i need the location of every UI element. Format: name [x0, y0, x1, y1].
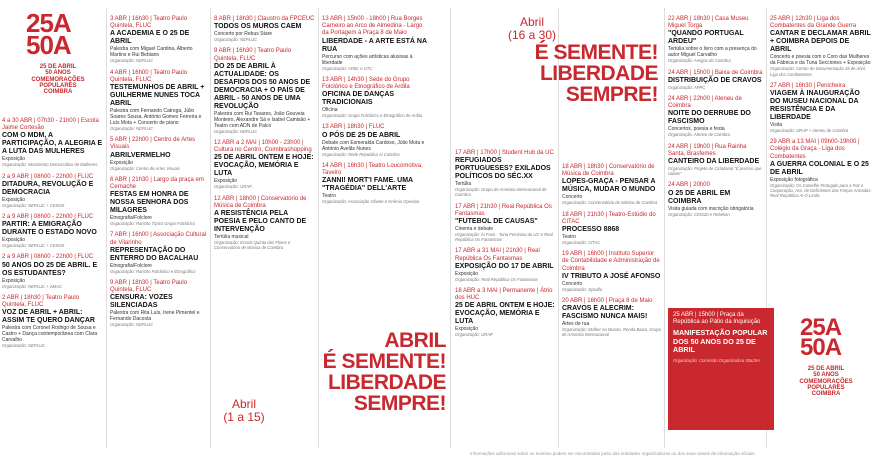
event-date: 18 ABR a 3 MAI | Permanente | Átrio dos HUC	[455, 288, 553, 302]
event-entry	[455, 204, 555, 243]
event-title: PARTIR: A EMIGRAÇÃO DURANTE O ESTADO NOVO	[2, 221, 97, 237]
event-date: 14 ABR | 16h30 | Teatro Loucomotiva, Taveiro	[322, 162, 423, 177]
event-date: 13 ABR | 14h30 | Sede do Grupo Folclórico e Etnográfico de Ardila	[322, 76, 410, 91]
event-subtitle: Etnografia/Folclore	[110, 215, 152, 222]
period-label-2: Abril (16 a 30)	[507, 15, 557, 43]
event-entry	[2, 214, 104, 248]
event-subtitle: Exposição	[2, 277, 26, 284]
event-organizer: Organização: Comissão Organizadora 50a25A	[673, 357, 760, 363]
event-subtitle: Concerto por Rebus Stare	[214, 31, 273, 38]
event-date: 2 a 9 ABR | 08h00 - 22h00 | FLUC	[2, 173, 94, 180]
event-title: CRAVOS E ALECRIM: FASCISMO NUNCA MAIS!	[562, 305, 648, 321]
event-title: DISTRIBUIÇÃO DE CRAVOS	[668, 76, 762, 84]
slogan-abril-2: É SEMENTE! LIBERDADE SEMPRE!	[534, 41, 658, 106]
event-organizer: Organização: URAP	[214, 184, 252, 190]
event-organizer: Organização: Centro de Artes Visuais	[110, 165, 180, 171]
event-organizer: Organização: URAP + Ateneu de Coimbra	[770, 128, 849, 134]
column-separator	[664, 8, 665, 448]
event-subtitle: Exposição	[214, 178, 238, 185]
event-subtitle: Concertos, poesia e festa	[668, 126, 725, 133]
event-entry	[770, 139, 872, 198]
event-subtitle: Concerto e poesia com o Coro das Mulheres da Fábrica e da Tuna Secciones + Exposição	[770, 54, 871, 67]
event-entry	[110, 16, 208, 64]
event-entry	[455, 288, 555, 338]
event-entry	[322, 77, 428, 119]
event-entry	[110, 70, 208, 132]
event-organizer: Organização: NEPLUC	[2, 343, 46, 349]
event-subtitle: Concerto	[562, 280, 583, 287]
events-column-7	[668, 10, 764, 223]
event-date: 24 ABR | 22h00 | Ateneu de Coimbra	[668, 96, 742, 110]
column-separator	[210, 8, 211, 448]
event-title: CANTEIRO DA LIBERDADE	[668, 158, 760, 166]
event-organizer: Organização: CITAC	[562, 240, 601, 246]
event-title: A ACADEMIA E O 25 DE ABRIL	[110, 30, 190, 46]
event-title: O 25 DE ABRIL EM COIMBRA	[668, 189, 731, 205]
event-date: 12 ABR a 2 MAI | 10h00 - 23h00 | Cultura no Centro, Coimbrashopping	[214, 140, 312, 154]
event-entry	[455, 248, 555, 282]
event-organizer: Organização: Os Camelhe Portugalo para a Paz e Cooperação, Ass. de Deficientes das Forças Armadas, Real República Ai-Ó-Linda	[770, 182, 872, 199]
event-organizer: Organização: Centro de Documentação 25 de Abril, Liga dos Combatentes	[770, 66, 866, 77]
column-separator	[106, 8, 107, 448]
event-organizer: Organização: Rancho Típico Grupo Folclórico	[110, 221, 195, 227]
event-entry	[322, 163, 428, 205]
event-entry	[668, 182, 764, 216]
event-date: 2 ABR | 18h30 | Teatro Paulo Quintela, FLUC	[2, 294, 80, 309]
event-title: DITADURA, REVOLUÇÃO E DEMOCRACIA	[2, 180, 94, 196]
event-entry	[668, 96, 764, 138]
event-subtitle: Exposição	[2, 196, 26, 203]
event-organizer: Organização: NEPLUC + CEIS20	[2, 202, 65, 208]
event-subtitle: Exposição	[455, 270, 479, 277]
event-title: 25 DE ABRIL ONTEM E HOJE: EVOCAÇÃO, MEMÓRIA E LUTA	[214, 154, 314, 178]
event-date: 18 ABR | 21h30 | Teatro-Estúdio do CITAC	[562, 211, 656, 225]
event-title: CENSURA: VOZES SILENCIADAS	[110, 294, 173, 310]
event-entry	[322, 124, 428, 156]
event-organizer: Organização: Movimento Democrático de Mulheres	[2, 162, 98, 168]
event-date: 29 ABR a 13 MAI | 09h00-19h00 | Colégio da Graça - Liga dos Combatentes	[770, 139, 860, 160]
event-title: FESTAS EM HONRA DE NOSSA SENHORA DOS MILAGRES	[110, 191, 189, 215]
event-entry	[214, 140, 316, 190]
event-title: REFUGIADOS PORTUGUESES? EXILADOS POLÍTICOS DO SÉC.XX	[455, 157, 551, 181]
event-title: IV TRIBUTO A JOSÉ AFONSO	[562, 272, 661, 280]
event-organizer: Organização: NEPLUC	[214, 37, 258, 43]
event-subtitle: Etnografia/Folclore	[110, 262, 152, 269]
event-title: 25 DE ABRIL ONTEM E HOJE: EVOCAÇÃO, MEMÓRIA E LUTA	[455, 302, 555, 326]
event-organizer: Organização: Grupo de Amnistia Internacional de Coimbra	[455, 187, 547, 198]
event-title: LOPES-GRAÇA - PENSAR A MÚSICA, MUDAR O MUNDO	[562, 178, 656, 194]
event-date: 4 a 30 ABR | 07h30 - 21h00 | Escola Jaime Cortesão	[2, 118, 99, 132]
event-title: "FUTEBOL DE CAUSAS"	[455, 218, 538, 226]
event-organizer: Organização: Rancho Folclórico e Etnográfico	[110, 268, 196, 274]
event-date: 20 ABR | 16h00 | Praça 8 de Maio	[562, 298, 653, 305]
event-date: 6 ABR | 21h30 | Largo da praça em Cernache	[110, 176, 204, 191]
logo-caption-bottom: 25 DE ABRIL 50 ANOS COMEMORAÇÕES POPULARES COIMBRA	[799, 366, 853, 398]
event-title: CANTAR E DECLAMAR ABRIL + COIMBRA DEPOIS DE ABRIL	[770, 30, 871, 54]
event-subtitle: Exposição	[2, 156, 26, 163]
event-organizer: Organização: NEPLUC + CEIS20	[2, 243, 65, 249]
event-entry	[770, 16, 872, 77]
events-column-5	[455, 150, 555, 344]
event-organizer: Organização: Escola Quinta das Flores e Conservatório de Música de Coimbra	[214, 240, 291, 251]
event-entry	[562, 212, 662, 246]
event-organizer: Organização: CEIS20 e Rebelion	[668, 211, 730, 217]
event-entry	[2, 254, 104, 288]
event-title: ZANNI! MORT'I FAME. UMA "TRAGÉDIA" DELL'ARTE	[322, 177, 413, 193]
events-column-6	[562, 164, 662, 344]
logo-25a50a-bottom: 25A 50A	[800, 314, 842, 362]
event-organizer: Organização: NEPLUC	[110, 58, 154, 64]
event-title: A GUERRA COLONIAL E O 25 DE ABRIL	[770, 160, 869, 176]
event-date: 24 ABR | 20h00	[668, 182, 710, 189]
column-separator	[450, 8, 451, 448]
event-entry	[668, 70, 764, 90]
events-column-4	[322, 10, 428, 210]
period-label-1: Abril (1 a 15)	[223, 397, 265, 425]
event-entry	[322, 16, 428, 71]
event-date: 13 ABR | 15h00 - 18h00 | Rua Borges Carneiro ao Arco de Almedina - Largo da Portagem à Praça 8 de Maio	[322, 16, 423, 37]
slogan-abril-1: ABRIL É SEMENTE! LIBERDADE SEMPRE!	[322, 329, 446, 415]
event-title: TODOS OS MUROS CAEM	[214, 23, 302, 31]
event-subtitle: Palestra com Fernando Catroga, Júlio Soares Sousa, António Gomes Ferreira e Luís Mota + Concerto de piano	[110, 108, 202, 127]
event-date: 12 ABR | 18h00 | Conservatório de Música de Coimbra	[214, 195, 307, 209]
event-entry	[455, 150, 555, 198]
event-title: VOZ DE ABRIL + ABRIL: ASSIM TE QUERO DANÇAR	[2, 309, 95, 325]
event-entry	[110, 177, 208, 227]
event-organizer: Organização: Conservatório de Música de Coimbra	[562, 200, 658, 206]
event-entry	[110, 280, 208, 328]
event-organizer: Organização: Ai Fava - Tuna Feminina da UC e Real República Os Fantasmas	[455, 232, 553, 243]
event-organizer: Organização: NEPLUC	[110, 322, 154, 328]
event-date: 13 ABR | 18h30 | FLUC	[322, 124, 385, 131]
event-entry	[2, 295, 104, 349]
event-subtitle: Debate com Esmeralda Cardoso, Júlio Mota e António Avelãs Nunes	[322, 139, 425, 152]
event-title: MANIFESTAÇÃO POPULAR DOS 50 ANOS DO 25 DE ABRIL	[673, 328, 768, 355]
event-organizer: Organização: NEPLUC	[110, 126, 154, 132]
event-date: 27 ABR | 16h30 | Penicheira	[770, 82, 846, 89]
event-date: 25 ABR | 15h00 | Praça da República ao Pátio da Inquisição	[673, 312, 761, 326]
event-entry	[2, 174, 104, 208]
event-subtitle: Palestra com Miguel Cardina, Alberto Martins e Rui Bebiano	[110, 46, 193, 59]
event-title: PROCESSO 8868	[562, 226, 620, 234]
event-entry	[2, 118, 104, 168]
event-organizer: Organização: APPC	[668, 84, 706, 90]
event-title: OFICINA DE DANÇAS TRADICIONAIS	[322, 91, 395, 107]
event-organizer: Organização: Grupo Folclórico e Etnográfico de Ardila	[322, 113, 423, 119]
event-organizer: Organização: Real República Os Fantasmas	[455, 276, 538, 282]
event-date: 19 ABR | 16h00 | Instituto Superior de Contabilidade e Administração de Coimbra	[562, 251, 660, 272]
featured-event-box	[668, 308, 774, 430]
event-date: 5 ABR | 22h00 | Centro de Artes Visuais	[110, 137, 196, 151]
event-date: 9 ABR | 16h30 | Teatro Paulo Quintela, FLUC	[214, 48, 292, 62]
event-subtitle: Palestra com Rui Tavares, João Gouveia Monteiro, Alexandre Sá e Isabel Camisão + Teatro com ADN de Palco	[214, 110, 311, 129]
event-organizer: Organização: AFBC e UTC	[322, 65, 373, 71]
event-organizer: Organização: NEPLUC	[214, 128, 258, 134]
event-subtitle: Cinema e debate	[455, 226, 494, 233]
event-subtitle: Exposição fotográfica	[770, 176, 818, 183]
event-organizer: Organização: Projeto de Cidadania "E preciso que saibas"	[668, 166, 762, 177]
event-subtitle: Artes de rua	[562, 321, 590, 328]
event-entry	[668, 144, 764, 177]
event-title: LIBERDADE - A ARTE ESTÁ NA RUA	[322, 37, 427, 53]
events-column-3	[214, 10, 316, 256]
event-entry	[110, 232, 208, 274]
event-organizer: Organização: URAP	[455, 332, 493, 338]
event-title: 50 ANOS DO 25 DE ABRIL. E OS ESTUDANTES?	[2, 261, 98, 277]
event-subtitle: Visita guiada com inscrição obrigatória	[668, 205, 754, 212]
event-title: TESTEMUNHOS DE ABRIL + GUILHERME NUNES TOCA ABRIL	[110, 84, 205, 108]
event-organizer: Organização: Associação Olivete e Grémio Operário	[322, 199, 420, 205]
event-date: 2 a 9 ABR | 08h00 - 22h00 | FLUC	[2, 254, 94, 261]
event-subtitle: Tertúlia musical	[214, 234, 249, 241]
event-entry	[214, 196, 316, 251]
event-subtitle: Palestra com Rita Luís, Irene Pimentel e Fernando Dacosta	[110, 310, 200, 323]
event-title: O PÓS DE 25 DE ABRIL	[322, 131, 401, 139]
event-organizer: Organização: NEPLUC + SMAC	[2, 283, 62, 289]
event-subtitle: Oficina	[322, 107, 338, 114]
event-subtitle: Teatro	[322, 193, 336, 200]
event-date: 24 ABR | 19h00 | Rua Rainha Santa, Brasfemes	[668, 143, 747, 157]
event-entry	[110, 137, 208, 171]
event-organizer: Organização: Mulher na Mundo, Renda Baixa, Grupo de Amnistia Internacional	[562, 327, 661, 338]
event-date: 17 ABR a 31 MAI | 21h30 | Real República Os Fantasmas	[455, 248, 540, 262]
event-entry	[770, 83, 872, 133]
event-date: 24 ABR | 15h00 | Baixa de Coimbra	[668, 69, 763, 76]
event-subtitle: Concerto	[562, 194, 583, 201]
event-entry	[214, 16, 316, 42]
event-date: 8 ABR | 18h30 | Claustro da FPCEUC	[214, 16, 315, 22]
event-title: A RESISTÊNCIA PELA POESIA E PELO CANTO DE INTERVENÇÃO	[214, 210, 307, 234]
event-subtitle: Percurso com ações artísticas alusivas à liberdade	[322, 53, 413, 66]
event-title: VIAGEM À INAUGURAÇÃO DO MUSEU NACIONAL DA RESISTÊNCIA E DA LIBERDADE	[770, 90, 860, 122]
event-date: 22 ABR | 18h30 | Casa Museu Miguel Torga	[668, 16, 749, 30]
event-subtitle: Tertúlia	[455, 181, 472, 188]
footer-note: Informações adicionais sobre os eventos podem ser encontradas junto das entidades organizadoras ou dos seus canais de informação oficiais.	[470, 451, 756, 456]
event-organizer: Organização: Rede Republica Ai Coimbra	[322, 151, 400, 157]
event-entry	[562, 164, 662, 206]
event-subtitle: Exposição	[455, 326, 479, 333]
event-title: COM O MDM, A PARTICIPAÇÃO, A ALEGRIA E A LUTA DAS MULHERES	[2, 132, 103, 156]
events-column-1	[2, 118, 104, 354]
event-date: 17 ABR | 17h00 | Student Hub da UC	[455, 150, 554, 156]
event-date: 7 ABR | 16h00 | Associação Cultural de Vilarinho	[110, 232, 207, 246]
event-date: 9 ABR | 18h30 | Teatro Paulo Quintela, FLUC	[110, 280, 188, 294]
logo-caption: 25 DE ABRIL 50 ANOS COMEMORAÇÕES POPULARES COIMBRA	[31, 64, 85, 96]
event-entry	[668, 16, 764, 64]
event-organizer: Organização: Ateneu de Coimbra	[668, 132, 730, 138]
event-title: REPRESENTAÇÃO DO ENTERRO DO BACALHAU	[110, 246, 199, 262]
events-column-2	[110, 10, 208, 334]
events-column-8	[770, 10, 872, 204]
event-title: NOITE DO DERRUBE DO FASCISMO	[668, 110, 751, 126]
event-organizer: Organização: Synalfa	[562, 286, 603, 292]
event-title: "QUANDO PORTUGAL ARDEU"	[668, 30, 744, 46]
event-date: 4 ABR | 16h00 | Teatro Paulo Quintela, FLUC	[110, 69, 188, 83]
event-date: 17 ABR | 21h30 | Real República Os Fantasmas	[455, 203, 552, 217]
event-subtitle: Visita	[770, 122, 783, 129]
event-subtitle: Exposição	[110, 159, 134, 166]
event-organizer: Organização: Amigos de Coimbra	[668, 58, 731, 64]
event-title: DO 25 DE ABRIL À ACTUALIDADE: OS DESAFIOS DOS 50 ANOS DE DEMOCRACIA + O PAÍS DE ABRIL - 50 ANOS DE UMA REVOLUÇÃO	[214, 62, 311, 110]
event-subtitle: Tertúlia sobre o livro com a presença do autor Miguel Carvalho	[668, 46, 757, 59]
event-subtitle: Palestra com Coronel Rodrigo de Sousa e Castro + Dança contemporânea com Clara Carvalho	[2, 325, 98, 344]
event-entry	[562, 298, 662, 338]
logo-25a50a: 25A 50A	[26, 8, 71, 61]
event-date: 18 ABR | 18h30 | Conservatório de Música de Coimbra	[562, 164, 655, 178]
event-title: ABRILVERMELHO	[110, 151, 171, 159]
event-date: 25 ABR | 12h30 | Liga dos Combatentes da Grande Guerra	[770, 16, 857, 30]
event-date: 3 ABR | 16h30 | Teatro Paulo Quintela, FLUC	[110, 16, 188, 30]
event-date: 2 a 9 ABR | 08h00 - 22h00 | FLUC	[2, 214, 94, 221]
event-subtitle: Exposição	[2, 237, 26, 244]
event-title: EXPOSIÇÃO DO 17 DE ABRIL	[455, 262, 554, 270]
event-entry	[214, 48, 316, 134]
event-subtitle: Teatro	[562, 234, 576, 241]
event-entry	[562, 251, 662, 292]
